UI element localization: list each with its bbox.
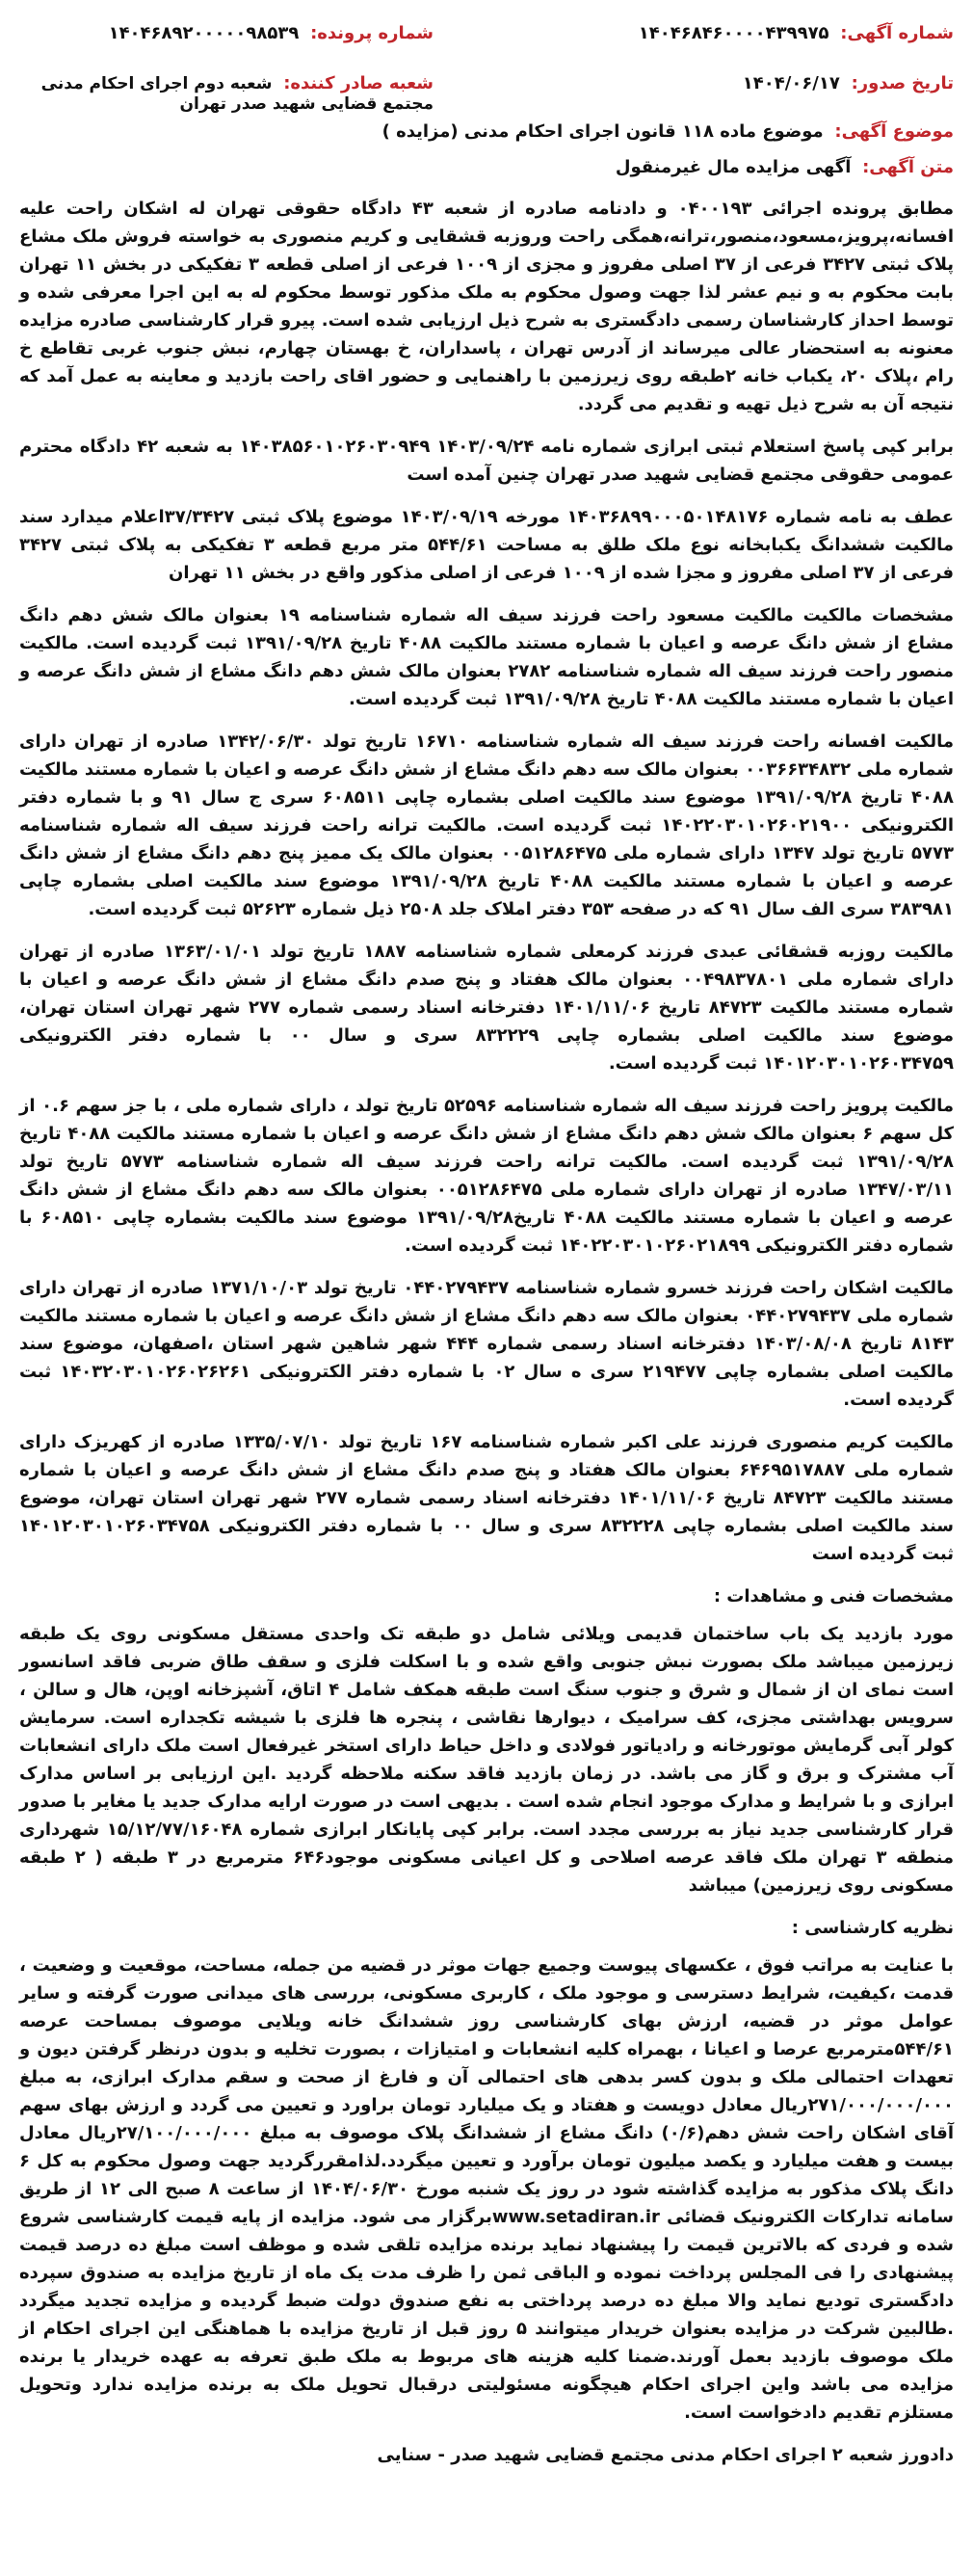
technical-heading: مشخصات فنی و مشاهدات : [713,1586,954,1607]
text-title: آگهی مزایده مال غیرمنقول [615,157,852,177]
signature: دادورز شعبه ۲ اجرای احکام مدنی مجتمع قضایی شهید صدر - سنایی [377,2445,954,2465]
paragraph-owners-4: مالکیت پرویز راحت فرزند سیف اله شماره شناسنامه ۵۲۵۹۶ تاریخ تولد ، دارای شماره ملی ، با جز سهم ۰.۶ از کل سهم ۶ بعنوان مالک شش دهم دانگ مشاع از شش دانگ عرصه و اعیان با شماره مستند مالکیت ۴۰۸۸ تاریخ ۱۳۹۱/۰۹/۲۸ ثبت گردیده است. مالکیت ترانه راحت فرزند سیف اله شماره شناسنامه ۵۷۷۳ تاریخ تولد ۱۳۴۷/۰۳/۱۱ صادره از تهران دارای شماره ملی ۰۰۵۱۲۸۶۴۷۵ بعنوان مالک سه دهم دانگ مشاع از شش دانگ عرصه و اعیان با شماره مستند مالکیت ۴۰۸۸ تاریخ۱۳۹۱/۰۹/۲۸ موضوع سند مالکیت بشماره چاپی ۶۰۸۵۱۰ با شماره دفتر الکترونیکی ۱۴۰۲۲۰۳۰۱۰۲۶۰۲۱۸۹۹ ثبت گردیده است. [19,1096,954,1256]
paragraph-property-deed: عطف به نامه شماره ۱۴۰۳۶۸۹۹۰۰۰۵۰۱۴۸۱۷۶ مورخه ۱۴۰۳/۰۹/۱۹ موضوع پلاک ثبتی ۳۷/۳۴۲۷اعلام میدارد سند مالکیت ششدانگ یکبابخانه نوع ملک طلق به مساحت ۵۴۴/۶۱ متر مربع قطعه ۳ تفکیکی به پلاک ثبتی ۳۴۲۷ فرعی از ۳۷ اصلی مفروز و مجزا شده از ۱۰۰۹ فرعی از اصلی مذکور واقع در بخش ۱۱ تهران [19,507,954,583]
expert-paragraph: با عنایت به مراتب فوق ، عکسهای پیوست وجمیع جهات موثر در قضیه من جمله، مساحت، موقعیت و وضعیت ، قدمت ،کیفیت، شرایط دسترسی و موجود ملک ، کاربری مسکونی، بررسی های میدانی صورت گرفته و سایر عوامل موثر در قضیه، ارزش بهای کارشناسی روز ششدانگ خانه ویلایی موصوف بمساحت عرصه ۵۴۴/۶۱مترمربع عرصا و اعیانا ، بهمراه کلیه انشعابات و امتیازات ، بصورت تخلیه و بدون درنظر گرفتن دیون و تعهدات احتمالی ملک و بدون کسر بدهی های احتمالی آن و فارغ از صحت و سقم مدارک ابرازی، به مبلغ ۲۷۱/۰۰۰/۰۰۰/۰۰۰ریال معادل دویست و هفتاد و یک میلیارد تومان براورد و تعیین می گردد و ارزش بهای سهم آقای اشکان راحت شش دهم(۰/۶) دانگ مشاع از ششدانگ پلاک موصوف به مبلغ ۲۷/۱۰۰/۰۰۰/۰۰۰ریال معادل بیست و هفت میلیارد و یکصد میلیون تومان برآورد و تعیین میگردد.لذامقررگردید جهت وصول محکوم به کل ۶ دانگ پلاک مذکور به مزایده گذاشته شود در روز یک شنبه مورخ ۱۴۰۴/۰۶/۳۰ از ساعت ۸ صبح الی ۱۲ از طریق سامانه تدارکات الکترونیک قضائی www.setadiran.irبرگزار می شود. مزایده از پایه قیمت کارشناسی شروع شده و فردی که بالاترین قیمت را پیشنهاد نماید برنده مزایده تلقی شده و موظف است مبلغ ده درصد قیمت پیشنهادی را فی المجلس پرداخت نموده و الباقی ثمن را ظرف مدت یک ماه از تاریخ مزایده به صندوق سپرده دادگستری تودیع نماید والا مبلغ ده درصد پرداختی به نفع صندوق دولت ضبط گردیده و مزایده تجدید میگردد .طالبین شرکت در مزایده بعنوان خریدار میتوانند ۵ روز قبل از تاریخ مزایده با هماهنگی این اجرای احکام از ملک موصوف بازدید بعمل آورند.ضمنا کلیه هزینه های مربوط به ملک طبق تعرفه به عهده خریدار یا برنده مزایده می باشد واین اجرای احکام هیچگونه مسئولیتی درقبال تحویل ملک به برنده مزایده ندارد وتحویل مستلزم تقدیم دادخواست است. [19,1955,955,2423]
issue-date-field [743,73,954,93]
notice-body [19,195,954,2469]
header-row-2 [19,46,954,114]
paragraph-registry-inquiry: برابر کپی پاسخ استعلام ثبتی ابرازی شماره نامه ۱۴۰۳/۰۹/۲۴ ۱۴۰۳۸۵۶۰۱۰۲۶۰۳۰۹۴۹ به شعبه ۴۲ دادگاه محترم عمومی حقوقی مجتمع قضایی شهید صدر تهران چنین آمده است [19,437,954,485]
subject-label: موضوع آگهی: [834,121,954,142]
notice-text-title [19,157,954,177]
issue-date-label: تاریخ صدور: [851,73,954,93]
notice-number-label: شماره آگهی: [840,23,954,43]
paragraph-owners-1: مشخصات مالکیت مالکیت مسعود راحت فرزند سیف اله شماره شناسنامه ۱۹ بعنوان مالک شش دهم دانگ مشاع از شش دانگ عرصه و اعیان با شماره مستند مالکیت ۴۰۸۸ تاریخ ۱۳۹۱/۰۹/۲۸ ثبت گردیده است. مالکیت منصور راحت فرزند سیف اله شماره شناسنامه ۲۷۸۲ بعنوان مالک شش دهم دانگ مشاع از شش دانگ عرصه و اعیان با شماره مستند مالکیت ۴۰۸۸ تاریخ ۱۳۹۱/۰۹/۲۸ ثبت گردیده است. [19,605,954,709]
case-number-label: شماره پرونده: [310,23,434,43]
issuing-branch-field [19,73,434,114]
header-row-1 [19,8,954,46]
technical-paragraph: مورد بازدید یک باب ساختمان قدیمی ویلائی شامل دو طبقه تک واحدی مستقل مسکونی روی یک طبقه زیرزمین میباشد ملک بصورت نبش جنوبی واقع شده و با اسکلت فلزی و سقف طاق ضربی فاقد اسانسور است نمای ان از شمال و شرق و جنوب سنگ است طبقه همکف شامل ۴ اتاق، آشپزخانه اوپن، هال و سالن ، سرویس بهداشتی مجزی، کف سرامیک ، دیوارها نقاشی ، پنجره ها فلزی با شیشه تکجداره است. سرمایش کولر آبی گرمایش موتورخانه و رادیاتور فولادی و داخل حیاط دارای استخر غیرفعال است ملک دارای انشعابات آب مشترک و برق و گاز می باشد. در زمان بازدید فاقد سکنه ملاحظه گردید .این ارزیابی بر اساس مدارک ابرازی و با شرایط و مدارک موجود انجام شده است . بدیهی است در صورت ارایه مدارک جدید یا مغایر با صدور قرار کارشناسی جدید نیاز به بررسی مجدد است. برابر کپی پایانکار ابرازی شماره ۱۵/۱۲/۷۷/۱۶۰۴۸ شهرداری منطقه ۳ تهران ملک فاقد عرصه اصلاحی و کل اعیانی مسکونی موجود۶۴۶ مترمربع در ۳ طبقه ( ۲ طبقه مسکونی روی زیرزمین) میباشد [19,1624,955,1896]
expert-heading: نظریه کارشناسی : [791,1918,954,1938]
paragraph-owners-6: مالکیت کریم منصوری فرزند علی اکبر شماره شناسنامه ۱۶۷ تاریخ تولد ۱۳۳۵/۰۷/۱۰ صادره از کهریزک دارای شماره ملی ۶۴۶۹۵۱۷۸۸۷ بعنوان مالک هفتاد و پنج صدم دانگ مشاع از شش دانگ عرصه و اعیان با شماره مستند مالکیت ۸۴۷۲۳ تاریخ ۱۴۰۱/۱۱/۰۶ دفترخانه اسناد رسمی شماره ۲۷۷ شهر تهران استان تهران، موضوع سند مالکیت اصلی بشماره چاپی ۸۳۲۲۲۸ سری و سال ۰۰ با شماره دفتر الکترونیکی ۱۴۰۱۲۰۳۰۱۰۲۶۰۳۴۷۵۸ ثبت گردیده است [19,1432,955,1564]
paragraph-owners-3: مالکیت روزبه قشقائی عبدی فرزند کرمعلی شماره شناسنامه ۱۸۸۷ تاریخ تولد ۱۳۶۳/۰۱/۰۱ صادره از تهران دارای شماره ملی ۰۰۴۹۸۳۷۸۰۱ بعنوان مالک هفتاد و پنج صدم دانگ مشاع از شش دانگ عرصه و اعیان با شماره مستند مالکیت ۸۴۷۲۳ تاریخ ۱۴۰۱/۱۱/۰۶ دفترخانه اسناد رسمی شماره ۲۷۷ شهر تهران استان تهران، موضوع سند مالکیت اصلی بشماره چاپی ۸۳۲۲۲۹ سری و سال ۰۰ با شماره دفتر الکترونیکی ۱۴۰۱۲۰۳۰۱۰۲۶۰۳۴۷۵۹ ثبت گردیده است. [19,942,954,1074]
text-label: متن آگهی: [862,157,954,177]
paragraph-owners-5: مالکیت اشکان راحت فرزند خسرو شماره شناسنامه ۰۴۴۰۲۷۹۴۳۷ تاریخ تولد ۱۳۷۱/۱۰/۰۳ صادره از تهران دارای شماره ملی ۰۴۴۰۲۷۹۴۳۷ بعنوان مالک سه دهم دانگ مشاع از شش دانگ عرصه و اعیان با شماره مستند مالکیت ۸۱۴۳ تاریخ ۱۴۰۳/۰۸/۰۸ دفترخانه اسناد رسمی شماره ۴۴۴ شهر شاهین شهر استان ،اصفهان، موضوع سند مالکیت اصلی بشماره چاپی ۲۱۹۴۷۷ سری ه سال ۰۲ با شماره دفتر الکترونیکی ۱۴۰۳۲۰۳۰۱۰۲۶۰۲۶۲۶۱ ثبت گردیده است. [19,1278,955,1410]
paragraph-execution-case: مطابق پرونده اجرائی ۰۴۰۰۱۹۳ و دادنامه صادره از شعبه ۴۳ دادگاه حقوقی تهران له اشکان راحت علیه افسانه،پرویز،مسعود،منصور،ترانه،همگی راحت وروزبه قشقایی و کریم منصوری به خواسته فروش ملک مشاع پلاک ثبتی ۳۴۲۷ فرعی از ۳۷ اصلی مفروز و مجزی از ۱۰۰۹ فرعی از اصلی قطعه ۳ تفکیکی در بخش ۱۱ تهران بابت محکوم به و نیم عشر لذا جهت وصول محکوم به ملک مذکور توسط محکوم له به این اجرا معرفی شده و توسط احداز کارشناسان رسمی دادگستری به شرح ذیل ارزیابی شده است. پیرو قرار کارشناسی صادره مزایده معنونه به استحضار عالی میرساند از آدرس تهران ، پاسداران، خ بهستان چهارم، نبش جنوب غربی تقاطع خ رام ،پلاک ۲۰، یکباب خانه ۲طبقه روی زیرزمین با راهنمایی و حضور اقای راحت بازدید و معاینه به عمل آمد که نتیجه آن به شرح ذیل تهیه و تقدیم می گردد. [19,199,955,414]
notice-subject [19,121,954,142]
issue-date: ۱۴۰۴/۰۶/۱۷ [742,73,840,93]
notice-number-field [639,23,954,43]
paragraph-owners-2: مالکیت افسانه راحت فرزند سیف اله شماره شناسنامه ۱۶۷۱۰ تاریخ تولد ۱۳۴۲/۰۶/۳۰ صادره از تهران دارای شماره ملی ۰۰۳۶۶۳۴۸۳۲ بعنوان مالک سه دهم دانگ مشاع از شش دانگ عرصه و اعیان با شماره مستند مالکیت ۴۰۸۸ تاریخ ۱۳۹۱/۰۹/۲۸ موضوع سند مالکیت اصلی بشماره چاپی ۶۰۸۵۱۱ سری ج سال ۹۱ و با شماره دفتر الکترونیکی ۱۴۰۲۲۰۳۰۱۰۲۶۰۲۱۹۰۰ ثبت گردیده است. مالکیت ترانه راحت فرزند سیف اله شماره شناسنامه ۵۷۷۳ تاریخ تولد ۱۳۴۷ دارای شماره ملی ۰۰۵۱۲۸۶۴۷۵ بعنوان مالک یک ممیز پنج دهم دانگ مشاع از شش دانگ عرصه و اعیان با شماره مستند مالکیت ۴۰۸۸ تاریخ ۱۳۹۱/۰۹/۲۸ موضوع سند مالکیت اصلی بشماره چاپی ۳۸۳۹۸۱ سری الف سال ۹۱ که در صفحه ۳۵۳ دفتر املاک جلد ۲۵۰۸ ذیل شماره ۵۲۶۲۳ ثبت گردیده است. [19,731,954,919]
case-number-field [109,23,434,43]
issuing-branch-label: شعبه صادر کننده: [283,73,434,93]
notice-number: ۱۴۰۴۶۸۴۶۰۰۰۰۴۳۹۹۷۵ [638,23,829,43]
case-number: ۱۴۰۴۶۸۹۲۰۰۰۰۰۹۸۵۳۹ [108,23,300,43]
subject-value: موضوع ماده ۱۱۸ قانون اجرای احکام مدنی (مزایده ) [381,121,824,142]
issuing-branch: شعبه دوم اجرای احکام مدنی مجتمع قضایی شهید صدر تهران [40,74,434,114]
